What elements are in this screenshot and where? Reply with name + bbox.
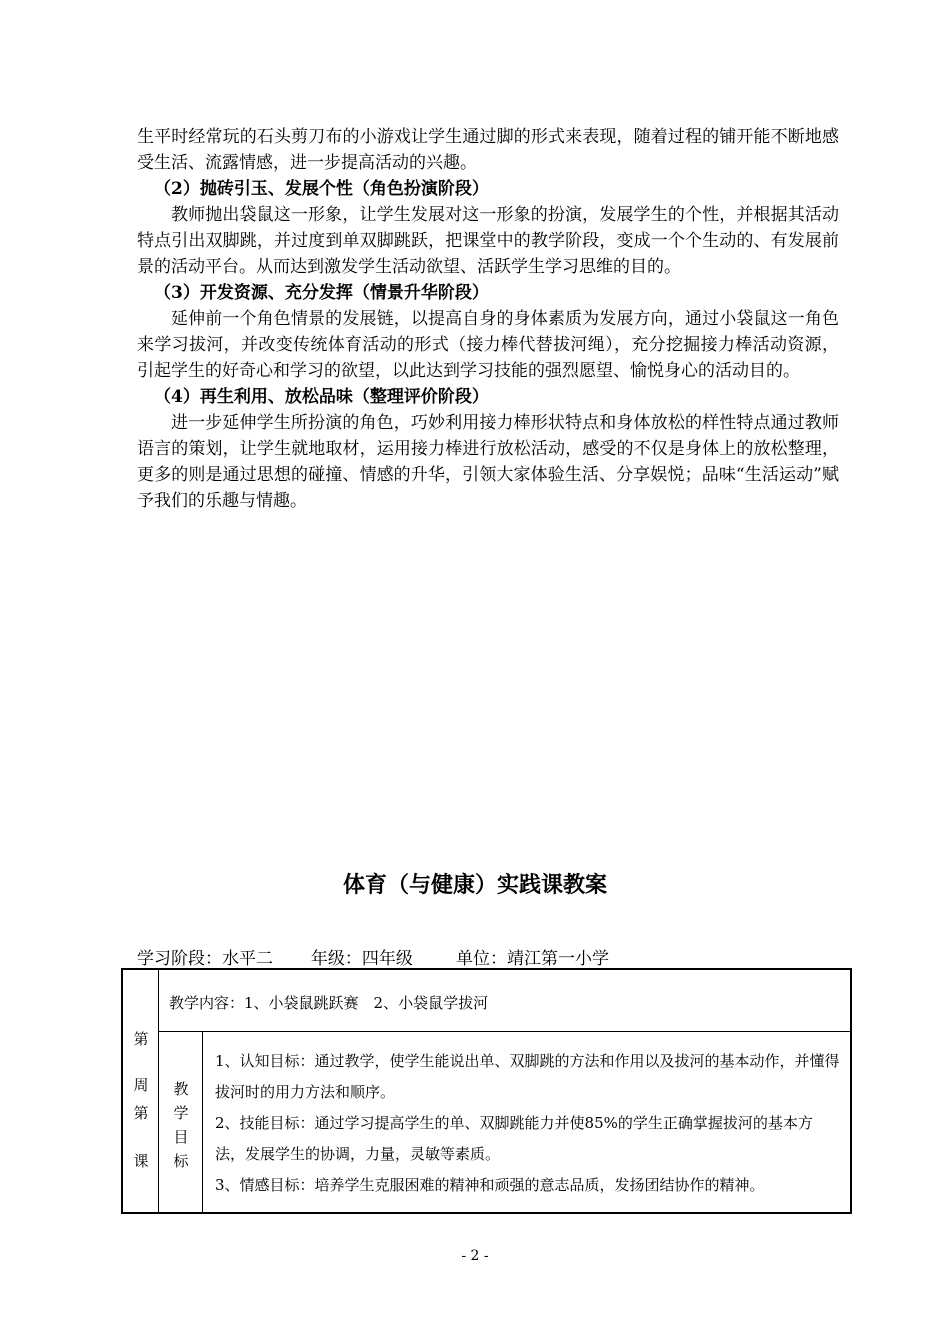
week-char-3: 第: [133, 1104, 149, 1122]
week-lesson-column: [123, 970, 159, 1212]
intro-section: [137, 124, 839, 514]
intro-paragraph-1: 生平时经常玩的石头剪刀布的小游戏让学生通过脚的形式来表现，随着过程的铺开能不断地感受生活、流露情感，进一步提高活动的兴趣。: [137, 127, 839, 173]
teaching-goals-body: [203, 1032, 850, 1212]
lesson-plan-table: [121, 968, 852, 1214]
info-grade: 年级：四年级: [310, 949, 413, 969]
section-heading-2: （2）抛砖引玉、发展个性（角色扮演阶段）: [154, 179, 489, 199]
intro-paragraph-2: 教师抛出袋鼠这一形象，让学生发展对这一形象的扮演，发展学生的个性，并根据其活动特点引出双脚跳，并过度到单双脚跳跃，把课堂中的教学阶段，变成一个个生动的、有发展前景的活动平台。从而达到激发学生活动欲望、活跃学生学习思维的目的。: [137, 205, 839, 277]
teaching-content-row: 教学内容：1、小袋鼠跳跃赛 2、小袋鼠学拔河: [159, 970, 850, 1032]
goal-cognitive: 1、认知目标：通过教学，使学生能说出单、双脚跳的方法和作用以及拔河的基本动作，并懂得拔河时的用力方法和顺序。: [215, 1052, 840, 1101]
week-char-2: 周: [133, 1076, 149, 1094]
document-title: 体育（与健康）实践课教案: [342, 873, 607, 898]
page-number: - 2 -: [461, 1248, 489, 1264]
goal-emotional: 3、情感目标：培养学生克服困难的精神和顽强的意志品质，发扬团结协作的精神。: [215, 1176, 765, 1194]
week-char-4: 课: [133, 1152, 149, 1170]
info-unit: 单位：靖江第一小学: [456, 949, 610, 969]
goals-char-1: 教: [173, 1080, 189, 1098]
week-char-1: 第: [133, 1030, 149, 1048]
intro-paragraph-3: 延伸前一个角色情景的发展链，以提高自身的身体素质为发展方向，通过小袋鼠这一角色来学习拔河，并改变传统体育活动的形式（接力棒代替拔河绳），充分挖掘接力棒活动资源，引起学生的好奇心和学习的欲望，以此达到学习技能的强烈愿望、愉悦身心的活动目的。: [137, 309, 839, 381]
section-heading-4: （4）再生利用、放松品味（整理评价阶段）: [154, 387, 489, 407]
info-stage: 学习阶段：水平二: [137, 949, 273, 969]
info-line: [137, 944, 609, 969]
goals-char-4: 标: [173, 1152, 189, 1170]
teaching-goals-label: [159, 1032, 203, 1212]
intro-paragraph-4: 进一步延伸学生所扮演的角色，巧妙利用接力棒形状特点和身体放松的样性特点通过教师语言的策划，让学生就地取材，运用接力棒进行放松活动，感受的不仅是身体上的放松整理，更多的则是通过思想的碰撞、情感的升华，引领大家体验生活、分享娱悦；品味“生活运动”赋予我们的乐趣与情趣。: [137, 413, 839, 511]
goals-char-3: 目: [173, 1128, 189, 1146]
goals-char-2: 学: [173, 1104, 189, 1122]
section-heading-3: （3）开发资源、充分发挥（情景升华阶段）: [154, 283, 489, 303]
goal-skill: 2、技能目标：通过学习提高学生的单、双脚跳能力并使85%的学生正确掌握拔河的基本方法，发展学生的协调，力量，灵敏等素质。: [215, 1114, 813, 1163]
